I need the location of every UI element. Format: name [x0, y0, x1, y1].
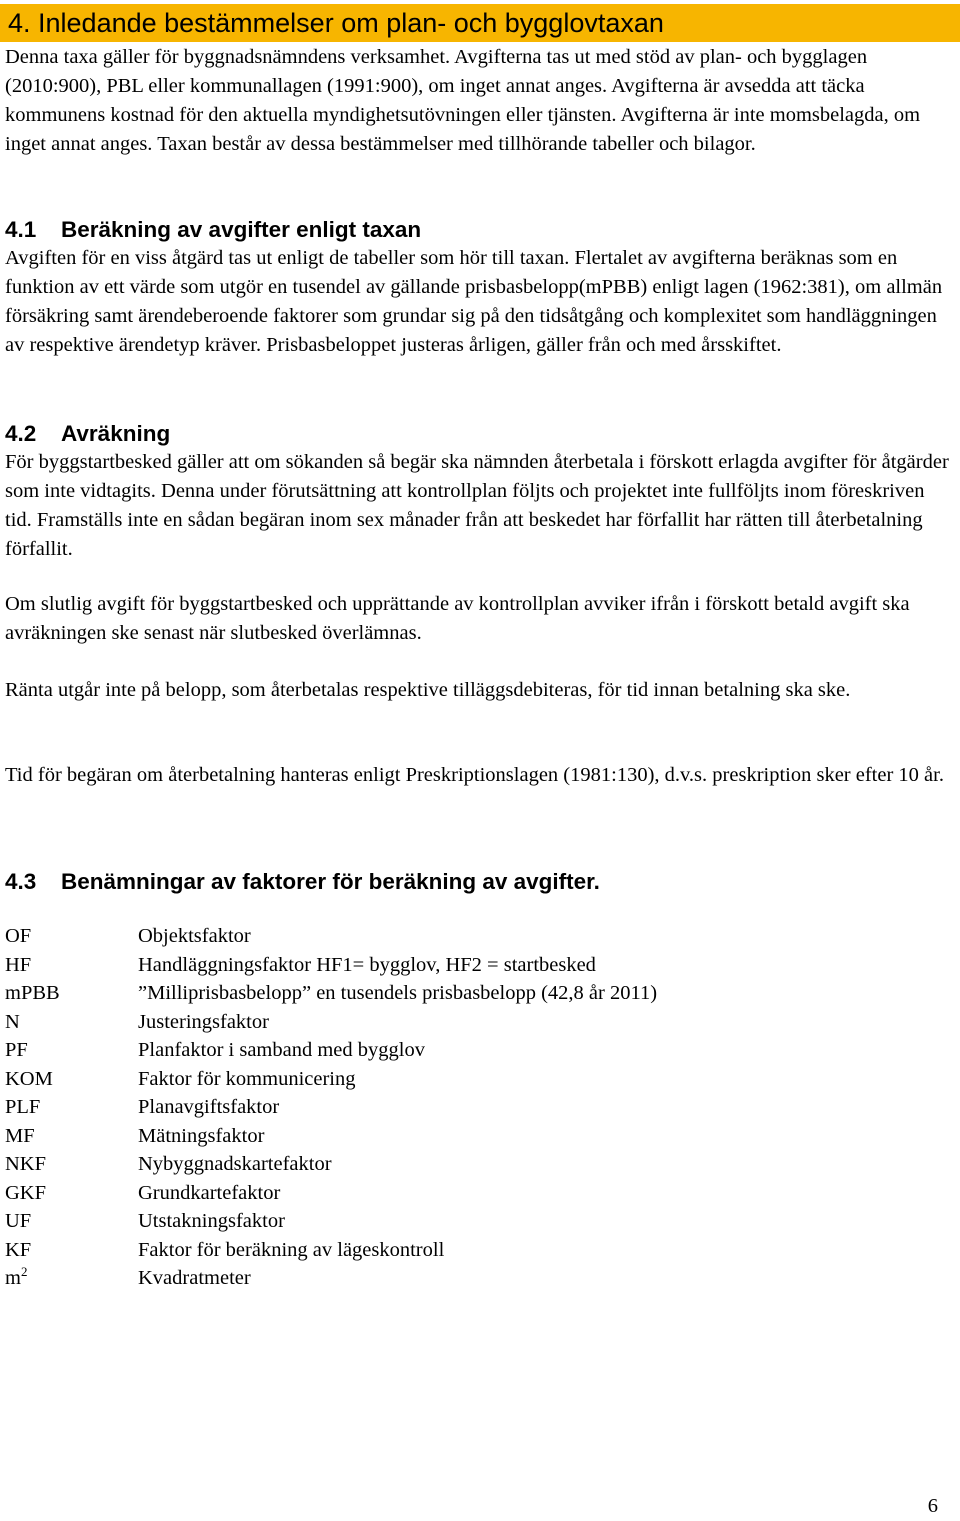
- definition-row: [5, 951, 657, 980]
- definition-abbreviation: KOM: [5, 1067, 53, 1090]
- definition-abbreviation: MF: [5, 1124, 35, 1147]
- definition-description: Utstakningsfaktor: [138, 1210, 285, 1232]
- definition-description: ”Milliprisbasbelopp” en tusendels prisbasbelopp (42,8 år 2011): [138, 982, 658, 1004]
- definition-description: Faktor för beräkning av lägeskontroll: [138, 1238, 445, 1261]
- definition-description: Grundkartefaktor: [138, 1181, 281, 1204]
- definition-row: [5, 1207, 657, 1236]
- intro-paragraph: Denna taxa gäller för byggnadsnämndens verksamhet. Avgifterna tas ut med stöd av plan- och bygglagen (2010:900), PBL eller kommunallagen (1991:900), om inget annat anges. Avgifterna är avsedda att täcka kommunens kostnad för den aktuella myndighetsutövningen eller tjänsten. Avgifterna är inte momsbelagda, om inget annat anges. Taxan består av dessa bestämmelser med tillhörande tabeller och bilagor.: [5, 46, 921, 155]
- definition-row: [5, 979, 657, 1008]
- definition-description: Justeringsfaktor: [138, 1010, 269, 1033]
- definition-row: [5, 1150, 657, 1179]
- definition-abbreviation: HF: [5, 953, 32, 976]
- definition-row: [5, 1264, 657, 1293]
- definition-row: [5, 1179, 657, 1208]
- definition-abbreviation: NKF: [5, 1153, 47, 1175]
- definition-row: [5, 1065, 657, 1094]
- superscript: 2: [20, 1264, 28, 1279]
- definition-row: [5, 1236, 657, 1265]
- heading-4-3: [5, 867, 950, 896]
- heading-number: 4.3: [5, 869, 37, 894]
- definition-description: Faktor för kommunicering: [138, 1067, 356, 1090]
- heading-4-2: [5, 419, 950, 448]
- definition-description: Kvadratmeter: [138, 1267, 251, 1289]
- heading-text: Benämningar av faktorer för beräkning av avgifter.: [61, 869, 600, 894]
- definition-abbreviation: OF: [5, 925, 32, 947]
- definition-abbreviation: UF: [5, 1210, 32, 1232]
- definition-abbreviation: mPBB: [5, 982, 60, 1004]
- definition-description: Mätningsfaktor: [138, 1124, 265, 1147]
- paragraph-4-2-2: Om slutlig avgift för byggstartbesked och upprättande av kontrollplan avviker ifrån i förskott betald avgift ska avräkningen ske senast när slutbesked överlämnas.: [5, 593, 910, 644]
- definition-row: [5, 1036, 657, 1065]
- heading-text: Beräkning av avgifter enligt taxan: [61, 217, 422, 242]
- definition-description: Planfaktor i samband med bygglov: [138, 1039, 425, 1061]
- heading-4-1: [5, 215, 950, 244]
- section-title: 4. Inledande bestämmelser om plan- och bygglovtaxan: [8, 8, 664, 38]
- section-banner: [0, 4, 960, 42]
- definition-row: [5, 1122, 657, 1151]
- definition-description: Planavgiftsfaktor: [138, 1096, 280, 1118]
- paragraph-4-1: Avgiften för en viss åtgärd tas ut enligt de tabeller som hör till taxan. Flertalet av avgifterna beräknas som en funktion av ett värde som utgör en tusendel av gällande prisbasbelopp(mPBB) enligt lagen (1962:381), om allmän försäkring samt ärendeberoende faktorer som grundar sig på den tidsåtgång och komplexitet som handläggningen av respektive ärendetyp kräver. Prisbasbeloppet justeras årligen, gäller från och med årsskiftet.: [5, 247, 943, 356]
- definition-list: [5, 922, 657, 1293]
- definition-abbreviation: PLF: [5, 1096, 41, 1118]
- paragraph-4-2-1: För byggstartbesked gäller att om sökanden så begär ska nämnden återbetala i förskott erlagda avgifter för åtgärder som inte vidtagits. Denna under förutsättning att kontrollplan följts och projektet inte fullföljts inom föreskriven tid. Framställs inte en sådan begäran inom sex månader från att beskedet har förfallit har rätten till återbetalning förfallit.: [5, 451, 949, 560]
- page-number: 6: [927, 1495, 938, 1517]
- definition-abbreviation: PF: [5, 1039, 28, 1061]
- definition-abbreviation: N: [5, 1010, 20, 1033]
- heading-number: 4.1: [5, 217, 37, 242]
- paragraph-4-2-3: Ränta utgår inte på belopp, som återbetalas respektive tilläggsdebiteras, för tid innan betalning ska ske.: [5, 679, 851, 701]
- definition-description: Nybyggnadskartefaktor: [138, 1153, 332, 1175]
- definition-description: Handläggningsfaktor HF1= bygglov, HF2 = startbesked: [138, 953, 596, 976]
- paragraph-4-2-4: Tid för begäran om återbetalning hanteras enligt Preskriptionslagen (1981:130), d.v.s. preskription sker efter 10 år.: [5, 764, 944, 786]
- heading-number: 4.2: [5, 421, 37, 446]
- definition-abbreviation: $m^2$: [5, 1264, 28, 1289]
- heading-text: Avräkning: [61, 421, 171, 446]
- definition-row: [5, 922, 657, 951]
- definition-description: Objektsfaktor: [138, 925, 251, 947]
- definition-abbreviation: GKF: [5, 1181, 47, 1204]
- definition-row: [5, 1093, 657, 1122]
- definition-row: [5, 1008, 657, 1037]
- definition-abbreviation: KF: [5, 1238, 32, 1261]
